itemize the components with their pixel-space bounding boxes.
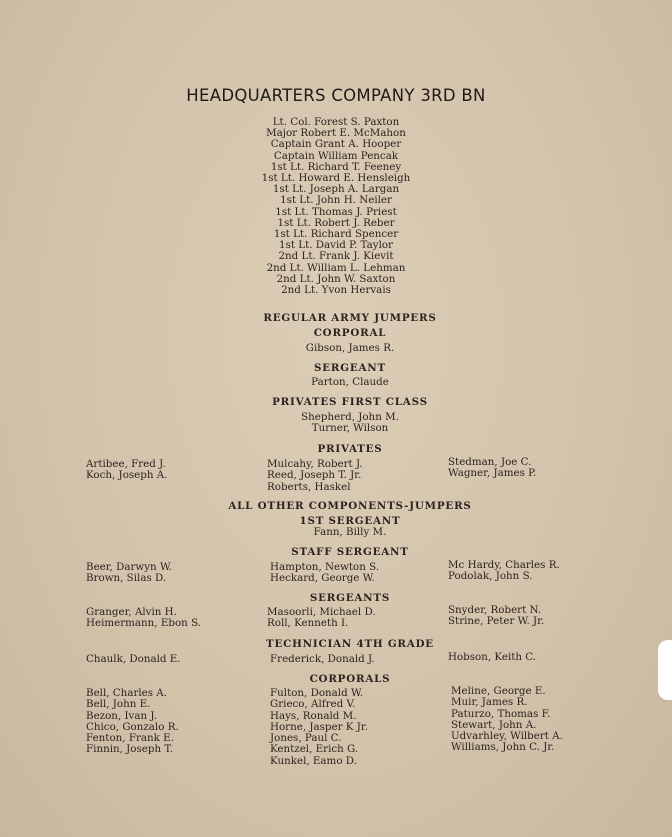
officer-list xyxy=(236,117,436,296)
rank-heading-pfc: PRIVATES FIRST CLASS xyxy=(272,396,428,408)
officer-name: 1st Lt. Thomas J. Priest xyxy=(275,205,397,218)
roster-column-left xyxy=(86,607,201,630)
roster-column-right xyxy=(448,605,544,628)
roster-column-left xyxy=(86,562,172,585)
roster-name: Fulton, Donald W. xyxy=(270,687,364,699)
roster-column-right xyxy=(448,457,536,480)
roster-name: Wagner, James P. xyxy=(448,467,537,480)
roster-name: Koch, Joseph A. xyxy=(86,469,168,482)
roster-column-middle xyxy=(270,654,375,665)
officer-name: 1st Lt. Joseph A. Largan xyxy=(272,183,400,196)
roster-name: Snyder, Robert N. xyxy=(448,604,542,616)
rank-heading-1st-sergeant: 1ST SERGEANT xyxy=(299,515,401,527)
officer-name: Captain William Pencak xyxy=(273,149,399,162)
roster-name: Heckard, George W. xyxy=(270,572,375,585)
roster-name: Grieco, Alfred V. xyxy=(270,698,356,711)
rank-heading-sergeant: SERGEANT xyxy=(314,362,386,374)
roster-name: Brown, Silas D. xyxy=(86,572,167,585)
rank-heading-privates: PRIVATES xyxy=(317,443,383,455)
officer-name: 1st Lt. Richard T. Feeney xyxy=(270,160,402,173)
roster-name: Paturzo, Thomas F. xyxy=(451,707,551,720)
roster-name: Bell, Charles A. xyxy=(86,687,168,699)
roster-name: Stedman, Joe C. xyxy=(448,456,532,468)
roster-name: Mulcahy, Robert J. xyxy=(267,458,363,470)
roster-column-right xyxy=(448,560,560,583)
rank-heading-technician: TECHNICIAN 4TH GRADE xyxy=(266,638,434,650)
roster-name: Jones, Paul C. xyxy=(270,732,342,745)
roster-name: Mc Hardy, Charles R. xyxy=(448,559,560,571)
roster-column-left xyxy=(86,688,179,756)
roster-name: Podolak, John S. xyxy=(448,570,533,583)
officer-name: 1st Lt. Richard Spencer xyxy=(273,228,399,241)
roster-name: Fenton, Frank E. xyxy=(86,732,174,745)
roster-column-right xyxy=(451,686,563,754)
officer-name: 1st Lt. Robert J. Reber xyxy=(277,216,395,229)
roster-name: Stewart, John A. xyxy=(451,718,537,731)
roster-name: Bell, John E. xyxy=(86,698,151,711)
roster-name: Horne, Jasper K Jr. xyxy=(270,720,368,733)
officer-name: 2nd Lt. John W. Saxton xyxy=(276,272,396,285)
roster-name: Fann, Billy M. xyxy=(313,526,387,538)
roster-name: Kunkel, Eamo D. xyxy=(270,754,357,767)
roster-name: Finnin, Joseph T. xyxy=(86,743,174,756)
officer-name: Lt. Col. Forest S. Paxton xyxy=(272,116,400,128)
torn-edge xyxy=(658,640,672,700)
roster-name: Artibee, Fred J. xyxy=(86,458,166,470)
officer-name: 2nd Lt. Frank J. Kievit xyxy=(278,250,394,263)
section-heading-other: ALL OTHER COMPONENTS-JUMPERS xyxy=(228,500,472,512)
roster-name: Hampton, Newton S. xyxy=(270,561,380,573)
roster-name: Heimermann, Ebon S. xyxy=(86,617,202,630)
page-title: HEADQUARTERS COMPANY 3RD BN xyxy=(186,86,486,105)
roster-name: Meline, George E. xyxy=(451,685,546,697)
roster-name: Williams, John C. Jr. xyxy=(451,741,555,754)
roster-name: Hobson, Keith C. xyxy=(448,651,537,663)
roster-column-middle xyxy=(270,562,379,585)
roster-name: Chaulk, Donald E. xyxy=(86,653,181,665)
roster-name: Hays, Ronald M. xyxy=(270,709,357,722)
roster-name: Frederick, Donald J. xyxy=(270,653,375,665)
roster-column-middle xyxy=(267,607,376,630)
rank-heading-sergeants: SERGEANTS xyxy=(309,592,391,604)
roster-name: Gibson, James R. xyxy=(305,342,395,354)
roster-name: Reed, Joseph T. Jr. xyxy=(267,469,362,482)
roster-name: Bezon, Ivan J. xyxy=(86,709,157,722)
roster-name: Chico, Gonzalo R. xyxy=(86,720,179,733)
roster-column-left xyxy=(86,654,181,665)
officer-name: 1st Lt. Howard E. Hensleigh xyxy=(261,172,411,185)
roster-name: Parton, Claude xyxy=(311,376,389,388)
roster-name: Beer, Darwyn W. xyxy=(86,561,172,573)
rank-heading-corporals: CORPORALS xyxy=(309,673,391,685)
roster-name: Roll, Kenneth I. xyxy=(267,617,349,630)
rank-heading-corporal: CORPORAL xyxy=(313,327,387,339)
rank-heading-staff-sergeant: STAFF SERGEANT xyxy=(291,546,409,558)
roster-name: Roberts, Haskel xyxy=(267,480,351,493)
roster-column-middle xyxy=(267,459,363,493)
section-heading-regular: REGULAR ARMY JUMPERS xyxy=(263,312,437,324)
roster-name: Strine, Peter W. Jr. xyxy=(448,615,545,628)
roster-name: Kentzel, Erich G. xyxy=(270,743,359,756)
roster-column-middle xyxy=(270,688,368,767)
roster-name: Udvarhley, Wilbert A. xyxy=(451,730,563,743)
officer-name: Major Robert E. McMahon xyxy=(266,127,406,140)
roster-name: Masoorli, Michael D. xyxy=(267,606,376,618)
roster-name: Turner, Wilson xyxy=(311,422,389,434)
officer-name: 2nd Lt. Yvon Hervais xyxy=(281,284,391,297)
officer-name: Captain Grant A. Hooper xyxy=(270,138,402,151)
officer-name: 2nd Lt. William L. Lehman xyxy=(266,261,406,274)
officer-name: 1st Lt. David P. Taylor xyxy=(279,239,393,252)
roster-name: Muir, James R. xyxy=(451,696,528,709)
roster-name: Shepherd, John M. xyxy=(301,411,399,423)
roster-name: Granger, Alvin H. xyxy=(86,606,177,618)
roster-column-right xyxy=(448,652,536,663)
officer-name: 1st Lt. John H. Neiler xyxy=(280,194,392,207)
roster-column-left xyxy=(86,459,167,482)
